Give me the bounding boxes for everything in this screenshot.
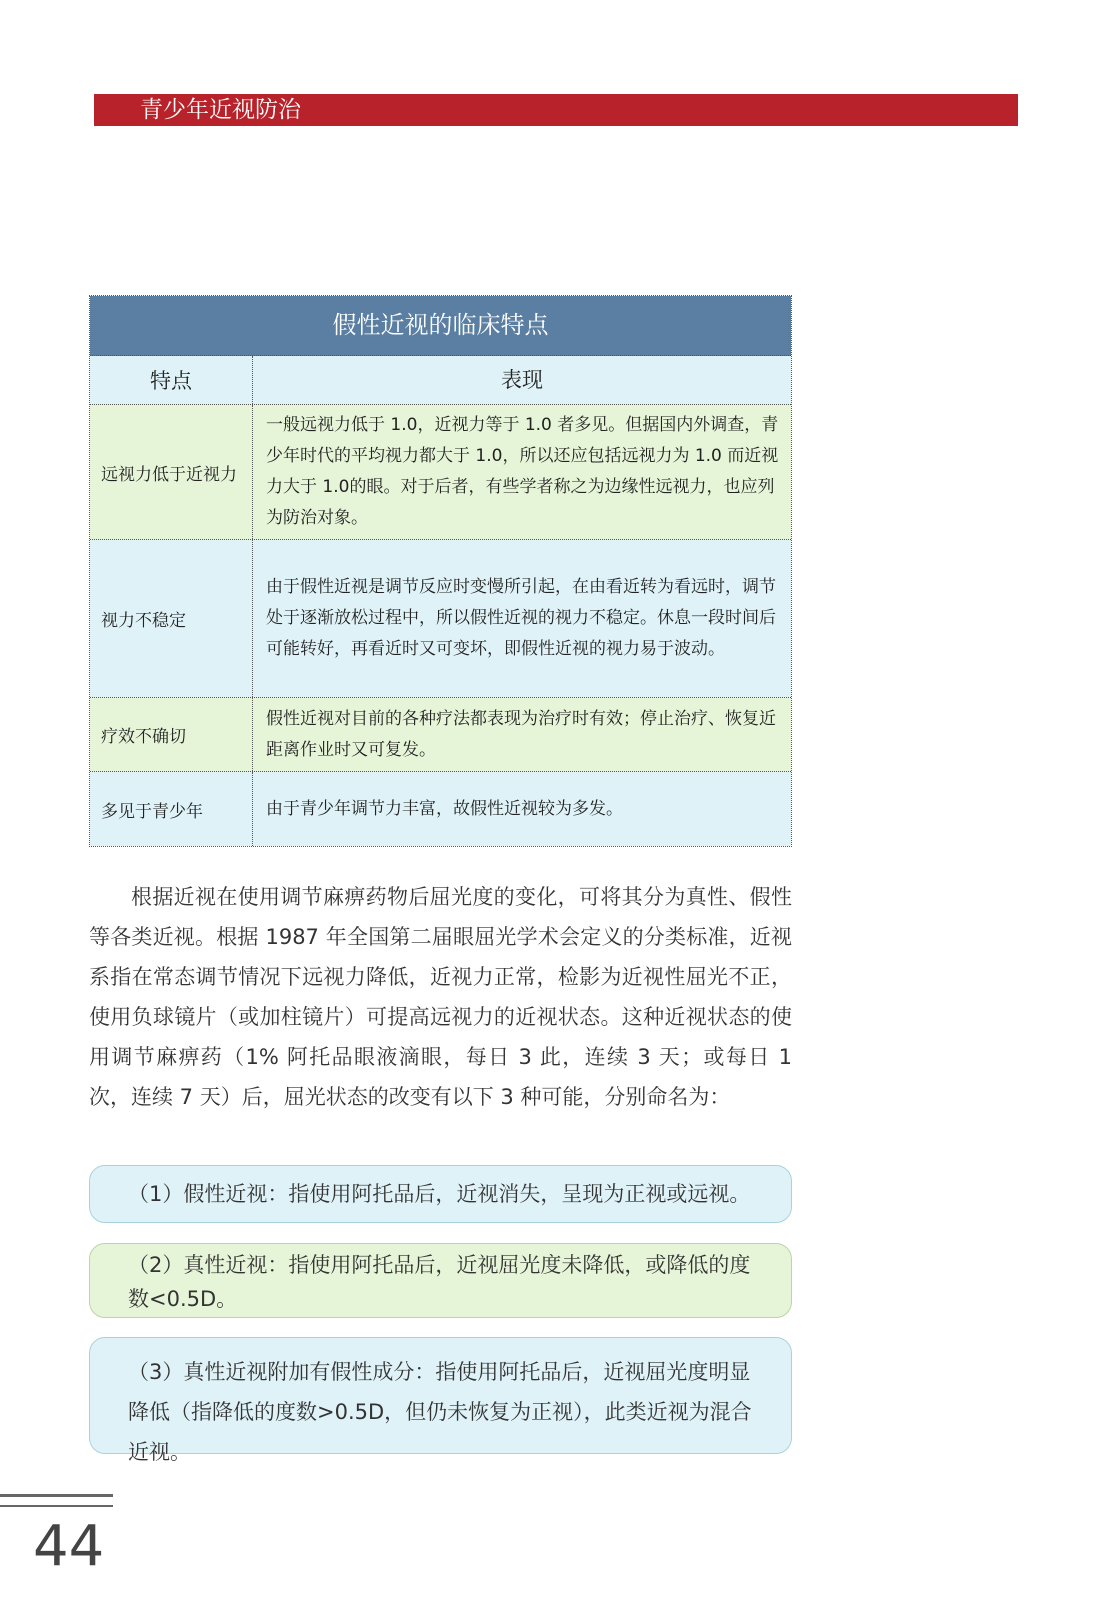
row-feature: 多见于青少年 — [90, 772, 253, 846]
page-number: 44 — [33, 1514, 105, 1579]
classification-box-3 — [89, 1337, 792, 1464]
table-header-row — [90, 356, 791, 405]
header-bar — [94, 94, 1018, 126]
row-description: 一般远视力低于 1.0，近视力等于 1.0 者多见。但据国内外调查，青少年时代的平均视力都大于 1.0，所以还应包括远视力为 1.0 而近视力大于 1.0的眼。对于后者，有些学者称之为边缘性远视力，也应列为防治对象。 — [266, 415, 779, 528]
column-header-feature: 特点 — [90, 356, 253, 404]
column-header-description: 表现 — [501, 367, 543, 392]
row-feature: 视力不稳定 — [90, 540, 253, 697]
row-description: 由于青少年调节力丰富，故假性近视较为多发。 — [266, 798, 623, 819]
row-feature: 疗效不确切 — [90, 698, 253, 771]
row-description: 假性近视对目前的各种疗法都表现为治疗时有效；停止治疗、恢复近距离作业时又可复发。 — [266, 708, 776, 760]
footer-rule — [0, 1494, 113, 1497]
classification-text: （3）真性近视附加有假性成分：指使用阿托品后，近视屈光度明显降低（指降低的度数>0.5D，但仍未恢复为正视），此类近视为混合近视。 — [128, 1360, 752, 1464]
row-description: 由于假性近视是调节反应时变慢所引起，在由看近转为看远时，调节处于逐渐放松过程中，所以假性近视的视力不稳定。休息一段时间后可能转好，再看近时又可变坏，即假性近视的视力易于波动。 — [266, 577, 776, 659]
footer-rule — [0, 1505, 113, 1507]
table-row — [90, 405, 791, 540]
body-paragraph: 根据近视在使用调节麻痹药物后屈光度的变化，可将其分为真性、假性等各类近视。根据 1987 年全国第二届眼屈光学术会定义的分类标准，近视系指在常态调节情况下远视力降低，近视力正常，检影为近视性屈光不正，使用负球镜片（或加柱镜片）可提高远视力的近视状态。这种近视状态的使用调节麻痹药（1% 阿托品眼液滴眼，每日 3 此，连续 3 天；或每日 1 次，连续 7 天）后，屈光状态的改变有以下 3 种可能，分别命名为： — [89, 885, 792, 1109]
table-row — [90, 698, 791, 772]
classification-box-1 — [89, 1165, 792, 1223]
clinical-features-table — [89, 295, 792, 847]
table-row — [90, 540, 791, 698]
classification-text: （1）假性近视：指使用阿托品后，近视消失，呈现为正视或远视。 — [128, 1182, 751, 1206]
table-row — [90, 772, 791, 846]
classification-box-2 — [89, 1243, 792, 1318]
row-feature: 远视力低于近视力 — [90, 405, 253, 539]
header-title: 青少年近视防治 — [140, 97, 301, 123]
table-title: 假性近视的临床特点 — [90, 296, 791, 356]
classification-text: （2）真性近视：指使用阿托品后，近视屈光度未降低，或降低的度数<0.5D。 — [128, 1253, 751, 1311]
